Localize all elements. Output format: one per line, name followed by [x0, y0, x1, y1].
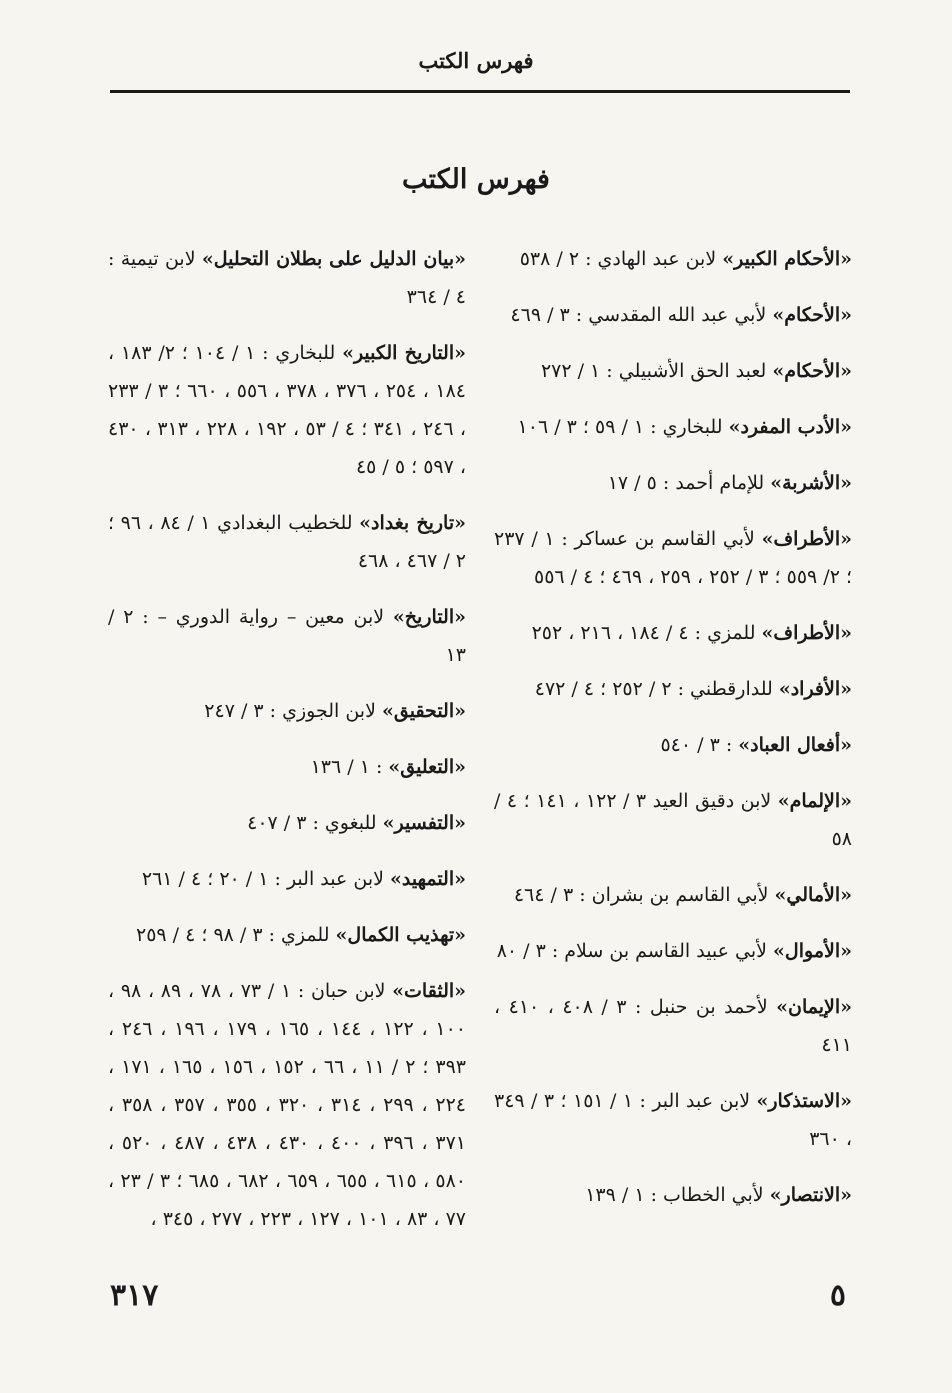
- entry-references: لأبي القاسم بن عساكر : ١ / ٢٣٧ ؛ ٢/ ٥٥٩ ؛ ٣ / ٢٥٢ ، ٢٥٩ ، ٤٦٩ ؛ ٤ / ٥٥٦: [494, 528, 852, 588]
- book-title: «الأطراف»: [761, 528, 853, 550]
- book-title: «الأفراد»: [778, 678, 852, 700]
- entry-references: لأبي القاسم بن بشران : ٣ / ٤٦٤: [513, 884, 769, 906]
- index-entry: [108, 240, 466, 316]
- entry-references: للبخاري : ١ / ٥٩ ؛ ٣ / ١٠٦: [517, 416, 723, 438]
- entry-references: للبغوي : ٣ / ٤٠٧: [247, 812, 377, 834]
- entry-references: للإمام أحمد : ٥ / ١٧: [607, 472, 765, 494]
- book-title: «الانتصار»: [769, 1184, 852, 1206]
- index-entry: [494, 520, 852, 596]
- index-entry: [494, 1082, 852, 1158]
- book-title: «تهذيب الكمال»: [335, 924, 466, 946]
- index-entry: [108, 804, 466, 842]
- index-entry: [494, 296, 852, 334]
- entry-references: لأبي عبيد القاسم بن سلام : ٣ / ٨٠: [496, 940, 767, 962]
- index-entry: [108, 504, 466, 580]
- book-title: «الثقات»: [392, 980, 467, 1002]
- entry-references: لابن الجوزي : ٣ / ٢٤٧: [204, 700, 376, 722]
- index-entry: [494, 1176, 852, 1214]
- entry-references: لأبي الخطاب : ١ / ١٣٩: [585, 1184, 764, 1206]
- index-entry: [108, 334, 466, 486]
- book-title: «الأموال»: [773, 940, 852, 962]
- index-entry: [108, 860, 466, 898]
- book-title: «بيان الدليل على بطلان التحليل»: [201, 248, 467, 270]
- entry-references: لعبد الحق الأشبيلي : ١ / ٢٧٢: [540, 360, 767, 382]
- entry-references: : ١ / ١٣٦: [310, 756, 383, 778]
- index-entry: [494, 408, 852, 446]
- page-number: ٣١٧: [110, 1278, 159, 1313]
- index-entry: [494, 352, 852, 390]
- index-entry: [108, 748, 466, 786]
- book-title: «التاريخ»: [392, 606, 466, 628]
- index-entry: [494, 464, 852, 502]
- book-title: «الأطراف»: [761, 622, 852, 644]
- index-entry: [494, 988, 852, 1064]
- index-entry: [494, 670, 852, 708]
- entry-references: لابن حبان : ١ / ٧٣ ، ٧٨ ، ٨٩ ، ٩٨ ، ١٠٠ ، ١٢٢ ، ١٤٤ ، ١٦٥ ، ١٧٩ ، ١٩٦ ، ٢٤٦ ، ٣٩٣ ؛ ٢ / ١١ ، ٦٦ ، ١٥٢ ، ١٥٦ ، ١٦٥ ، ١٧١ ، ٢٢٤ ، ٢٩٩ ، ٣١٤ ، ٣٢٠ ، ٣٥٥ ، ٣٥٧ ، ٣٥٨ ، ٣٧١ ، ٣٩٦ ، ٤٠٠ ، ٤٣٠ ، ٤٣٨ ، ٤٨٧ ، ٥٢٠ ، ٥٨٠ ، ٦١٥ ، ٦٥٥ ، ٦٥٩ ، ٦٨٢ ، ٦٨٥ ؛ ٣ / ٢٣ ، ٧٧ ، ٨٣ ، ١٠١ ، ١٢٧ ، ٢٢٣ ، ٢٧٧ ، ٣٤٥ ،: [108, 980, 467, 1230]
- book-title: «تاريخ بغداد»: [359, 512, 466, 534]
- header-rule: [110, 90, 850, 93]
- entry-references: لابن عبد الهادي : ٢ / ٥٣٨: [519, 248, 717, 270]
- book-title: «الأحكام»: [772, 360, 852, 382]
- book-title: «الأمالي»: [774, 884, 852, 906]
- entry-references: : ٣ / ٥٤٠: [660, 734, 733, 756]
- entry-references: لابن دقيق العيد ٣ / ١٢٢ ، ١٤١ ؛ ٤ / ٥٨: [494, 790, 852, 850]
- index-entry: [494, 932, 852, 970]
- entry-references: للمزي : ٤ / ١٨٤ ، ٢١٦ ، ٢٥٢: [531, 622, 756, 644]
- entry-references: للدارقطني : ٢ / ٢٥٢ ؛ ٤ / ٤٧٢: [534, 678, 773, 700]
- entry-references: للخطيب البغدادي ١ / ٨٤ ، ٩٦ ؛ ٢ / ٤٦٧ ، ٤٦٨: [108, 512, 466, 572]
- index-entry: [108, 692, 466, 730]
- index-column-right: [494, 240, 852, 1232]
- book-title: «الأشربة»: [770, 472, 852, 494]
- index-entry: [108, 598, 466, 674]
- index-entry: [108, 972, 466, 1238]
- running-head: فهرس الكتب: [418, 48, 534, 73]
- book-title: «الأدب المفرد»: [728, 416, 852, 438]
- book-title: «التحقيق»: [381, 700, 466, 722]
- index-column-left: [108, 240, 466, 1256]
- entry-references: لأبي عبد الله المقدسي : ٣ / ٤٦٩: [510, 304, 767, 326]
- book-title: «التعليق»: [388, 756, 466, 778]
- entry-references: لابن عبد البر : ١ / ٢٠ ؛ ٤ / ٢٦١: [141, 868, 384, 890]
- book-title: «التفسير»: [382, 812, 466, 834]
- book-title: «الاستذكار»: [756, 1090, 853, 1112]
- entry-references: لأحمد بن حنبل : ٣ / ٤٠٨ ، ٤١٠ ، ٤١١: [494, 996, 852, 1056]
- book-title: «التاريخ الكبير»: [342, 342, 466, 364]
- index-entry: [494, 876, 852, 914]
- book-title: «الأحكام الكبير»: [722, 248, 852, 270]
- book-title: «الأحكام»: [772, 304, 852, 326]
- index-entry: [494, 726, 852, 764]
- book-title: «التمهيد»: [390, 868, 466, 890]
- entry-references: لابن معين – رواية الدوري – : ٢ / ١٣: [108, 606, 466, 666]
- entry-references: للبخاري : ١ / ١٠٤ ؛ ٢/ ١٨٣ ، ١٨٤ ، ٢٥٤ ، ٣٧٦ ، ٣٧٨ ، ٥٥٦ ، ٦٦٠ ؛ ٣ / ٢٣٣ ، ٢٤٦ ، ٣٤١ ؛ ٤ / ٥٣ ، ١٩٢ ، ٢٢٨ ، ٣١٣ ، ٤٣٠ ، ٥٩٧ ؛ ٥ / ٤٥: [108, 342, 467, 478]
- book-title: «الإيمان»: [776, 996, 853, 1018]
- index-entry: [108, 916, 466, 954]
- entry-references: لابن عبد البر : ١ / ١٥١ ؛ ٣ / ٣٤٩ ، ٣٦٠: [494, 1090, 852, 1150]
- index-entry: [494, 782, 852, 858]
- page-title: فهرس الكتب: [402, 164, 550, 195]
- index-entry: [494, 614, 852, 652]
- entry-references: لابن تيمية : ٤ / ٣٦٤: [108, 248, 466, 308]
- book-title: «أفعال العباد»: [738, 734, 852, 756]
- entry-references: للمزي : ٣ / ٩٨ ؛ ٤ / ٢٥٩: [136, 924, 330, 946]
- index-entry: [494, 240, 852, 278]
- book-title: «الإلمام»: [777, 790, 852, 812]
- part-number: ٥: [829, 1278, 846, 1313]
